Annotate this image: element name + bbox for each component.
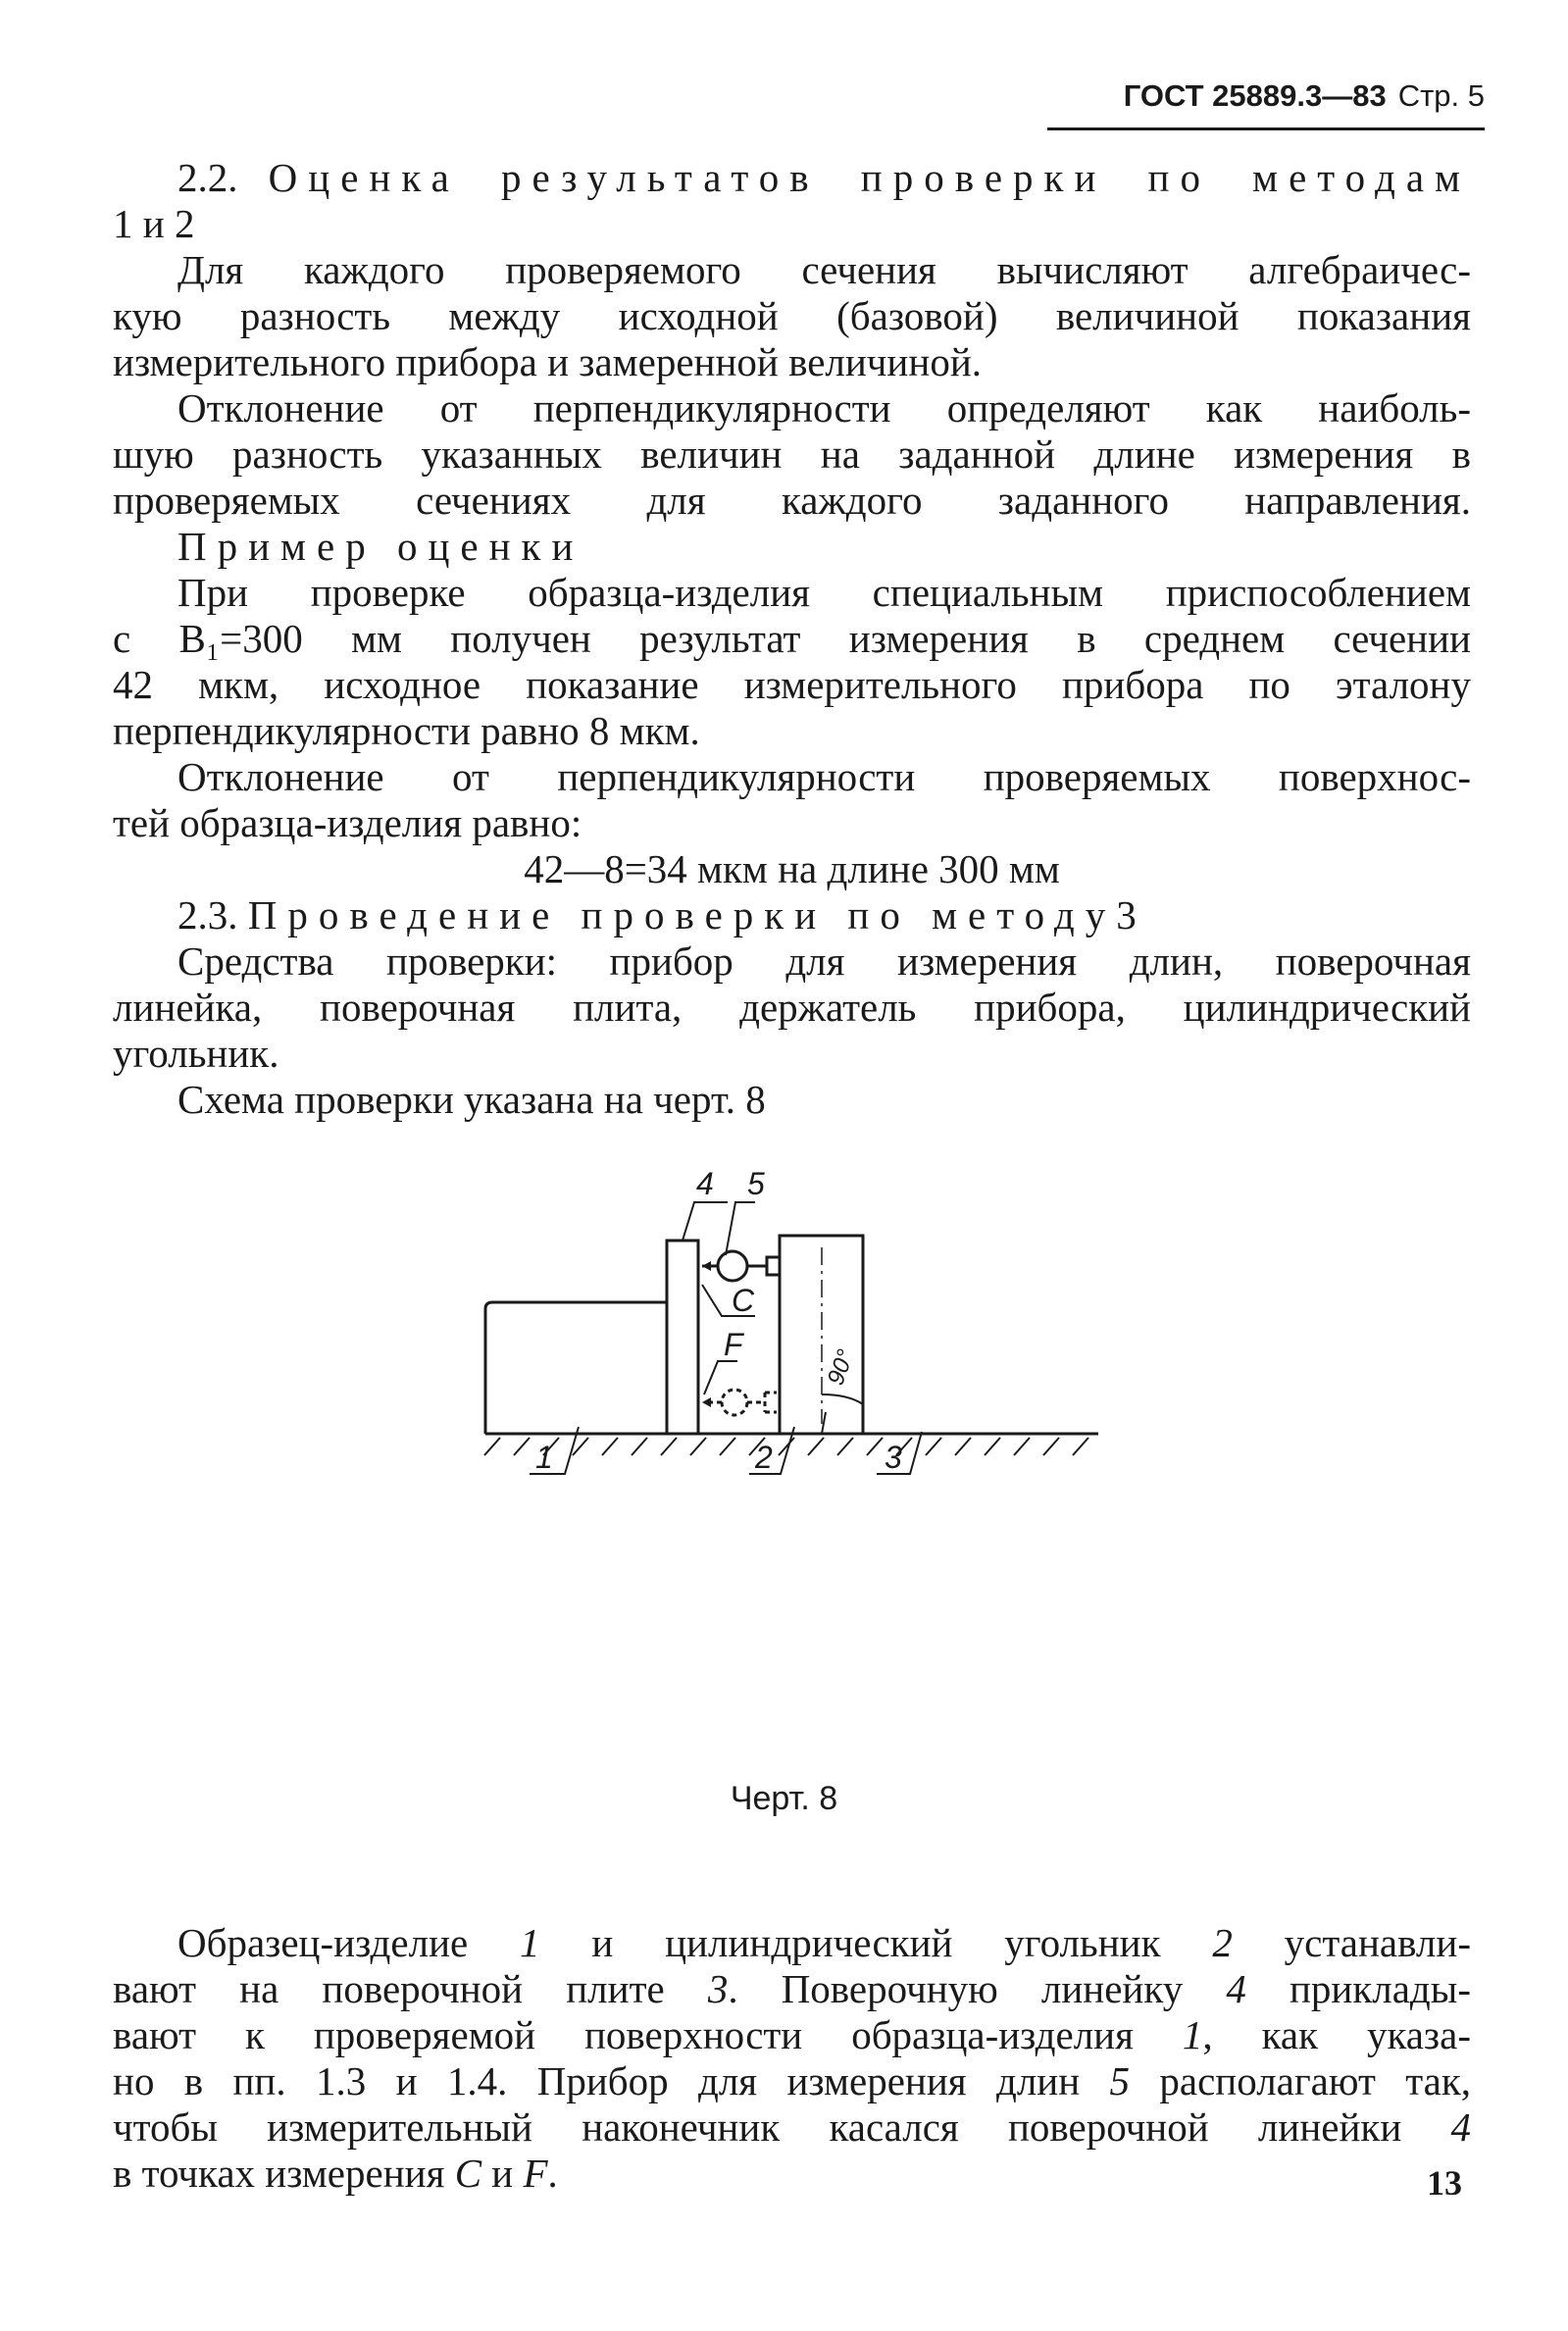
paragraph-line: Схема проверки указана на черт. 8 bbox=[177, 1077, 766, 1122]
figure-caption: Черт. 8 bbox=[730, 1780, 838, 1817]
closing-paragraph bbox=[113, 1920, 1471, 2197]
section-heading-cont: 1 и 2 bbox=[113, 201, 195, 246]
paragraph-line: вают к проверяемой поверхности образца-изделия 1, как указа- bbox=[113, 2012, 1471, 2057]
paragraph-line: тей образца-изделия равно: bbox=[113, 800, 582, 845]
standard-number: ГОСТ 25889.3—83 bbox=[1123, 78, 1387, 113]
paragraph-line: перпендикулярности равно 8 мкм. bbox=[113, 708, 700, 753]
paragraph-line: в точках измерения C и F. bbox=[113, 2151, 558, 2196]
paragraph-line: вают на поверочной плите 3. Поверочную линейку 4 приклады- bbox=[113, 1966, 1471, 2011]
paragraph-line: Средства проверки: прибор для измерения длин, поверочная bbox=[177, 938, 1471, 984]
paragraph-line: угольник. bbox=[113, 1031, 279, 1076]
example-heading: Пример оценки bbox=[177, 524, 584, 569]
label-4: 4 bbox=[696, 1166, 714, 1201]
label-c: C bbox=[732, 1283, 755, 1318]
section-heading: 2.3. Проведение проверки по методу3 bbox=[177, 892, 1137, 937]
label-5: 5 bbox=[747, 1166, 765, 1201]
paragraph-line: 42 мкм, исходное показание измерительного прибора по эталону bbox=[113, 662, 1471, 707]
page-label: Стр. 5 bbox=[1397, 78, 1485, 113]
workpiece bbox=[485, 1302, 667, 1434]
label-3: 3 bbox=[885, 1440, 902, 1475]
section-2-2 bbox=[113, 155, 1471, 1123]
instrument-at-f bbox=[706, 1390, 777, 1415]
paragraph-line: Образец-изделие 1 и цилиндрический угольник 2 устанавли- bbox=[177, 1920, 1471, 1965]
paragraph-line: линейка, поверочная плита, держатель прибора, цилиндрический bbox=[113, 985, 1471, 1030]
label-f: F bbox=[724, 1327, 743, 1362]
paragraph-line: с В₁=300 мм получен результат измерения в среднем сечении bbox=[113, 616, 1471, 661]
paragraph-line: Для каждого проверяемого сечения вычисляют алгебраичес- bbox=[177, 247, 1471, 292]
paragraph-line: Отклонение от перпендикулярности проверяемых поверхнос- bbox=[177, 754, 1471, 799]
figure-8-diagram bbox=[461, 1138, 1128, 1549]
formula: 42—8=34 мкм на длине 300 мм bbox=[524, 846, 1060, 891]
label-1: 1 bbox=[535, 1440, 553, 1475]
paragraph-line: Отклонение от перпендикулярности определяют как наиболь- bbox=[177, 385, 1471, 431]
section-heading: 2.2. Оценка результатов проверки по методам bbox=[177, 155, 1471, 200]
page-header bbox=[1047, 78, 1485, 130]
paragraph-line: измерительного прибора и замеренной величиной. bbox=[113, 339, 983, 384]
paragraph-line: При проверке образца-изделия специальным приспособлением bbox=[177, 570, 1471, 615]
page-number: 13 bbox=[1427, 2163, 1462, 2203]
instrument-at-c bbox=[702, 1251, 780, 1281]
paragraph-line: шую разность указанных величин на заданной длине измерения в bbox=[113, 431, 1471, 477]
paragraph-line: чтобы измерительный наконечник касался поверочной линейки 4 bbox=[113, 2104, 1471, 2150]
straightedge bbox=[667, 1241, 698, 1434]
paragraph-line: но в пп. 1.3 и 1.4. Прибор для измерения длин 5 располагают так, bbox=[113, 2058, 1472, 2103]
paragraph-line: проверяемых сечениях для каждого заданного направления. bbox=[113, 478, 1471, 523]
label-angle: 90° bbox=[822, 1345, 860, 1390]
cylindrical-square bbox=[780, 1236, 863, 1434]
label-2: 2 bbox=[755, 1440, 773, 1475]
paragraph-line: кую разность между исходной (базовой) величиной показания bbox=[113, 293, 1471, 338]
